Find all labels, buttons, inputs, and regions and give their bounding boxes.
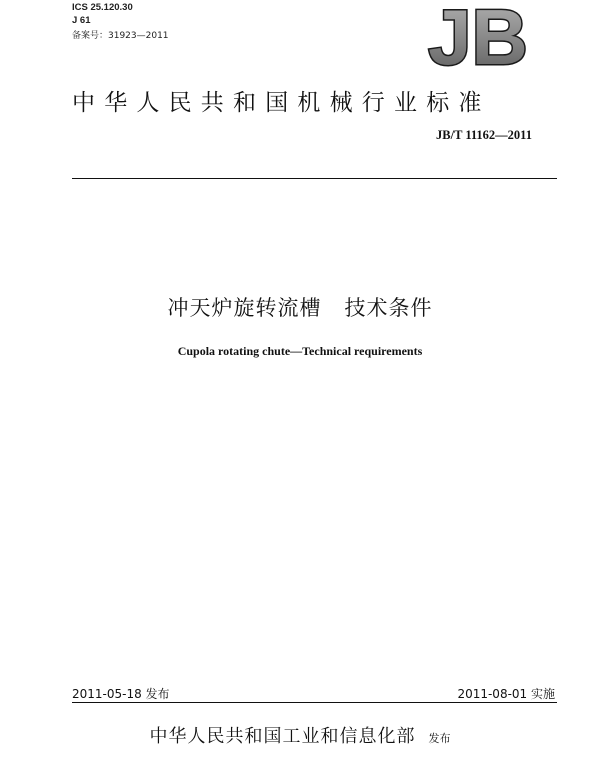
bottom-divider (72, 702, 557, 703)
issuing-authority: 中华人民共和国工业和信息化部 (149, 726, 416, 747)
standard-number: JB/T 11162—2011 (436, 128, 532, 142)
classification-code: J 61 (72, 15, 91, 26)
logo-text: JB (428, 0, 528, 72)
record-number: 备案号：31923—2011 (72, 31, 169, 41)
document-title-chinese: 冲天炉旋转流槽 技术条件 (167, 296, 433, 320)
industry-standard-title: 中华人民共和国机械行业标准 (72, 90, 491, 116)
document-title-english: Cupola rotating chute—Technical requirements (177, 344, 423, 358)
top-divider (72, 178, 557, 179)
issuer-line (0, 722, 600, 748)
issued-label: 发布 (428, 732, 451, 745)
issue-date: 2011-05-18 发布 (72, 687, 170, 701)
jb-logo (418, 0, 538, 72)
implementation-date: 2011-08-01 实施 (457, 687, 555, 701)
ics-code: ICS 25.120.30 (72, 2, 133, 13)
